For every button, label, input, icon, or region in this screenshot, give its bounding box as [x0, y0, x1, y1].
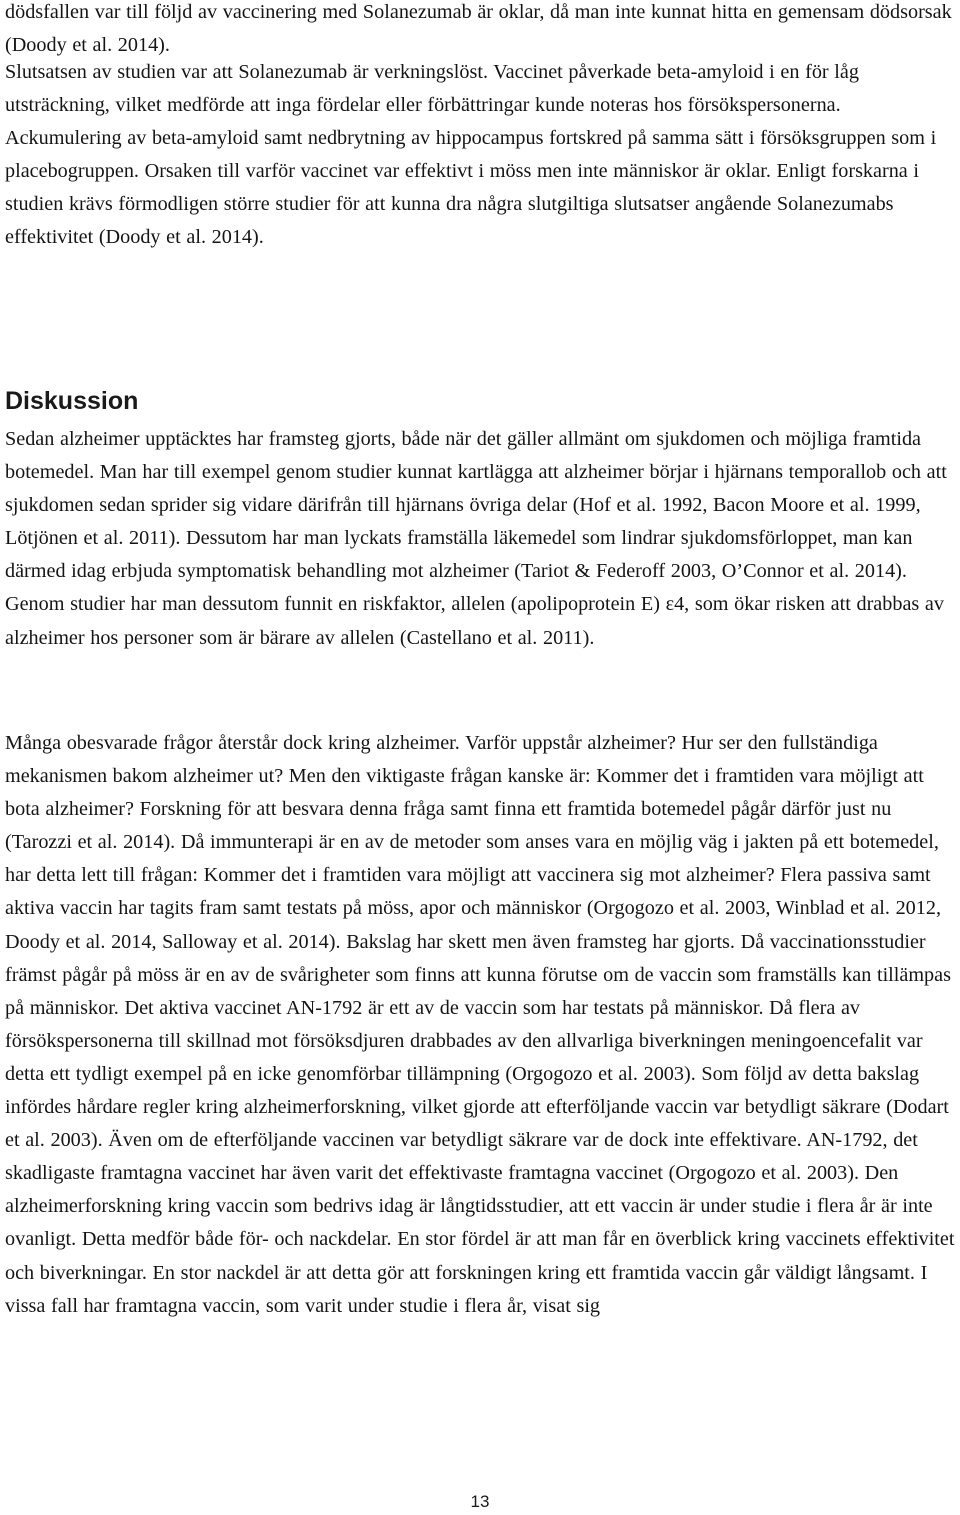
document-page [5, 0, 955, 1515]
paragraph-carry-over: dödsfallen var till följd av vaccinering med Solanezumab är oklar, då man inte kunnat hitta en gemensam dödsorsak (Doody et al. 2014). [5, 1, 952, 57]
page-number: 13 [470, 1492, 490, 1511]
paragraph-discussion-intro: Sedan alzheimer upptäcktes har framsteg gjorts, både när det gäller allmänt om sjukdomen och möjliga framtida botemedel. Man har till exempel genom studier kunnat kartlägga att alzheimer börjar i hjärnans temporallob och att sjukdomen sedan sprider sig vidare därifrån till hjärnans övriga delar (Hof et al. 1992, Bacon Moore et al. 1999, Lötjönen et al. 2011). Dessutom har man lyckats framställa läkemedel som lindrar sjukdomsförloppet, man kan därmed idag erbjuda symptomatisk behandling mot alzheimer (Tariot & Federoff 2003, O’Connor et al. 2014). Genom studier har man dessutom funnit en riskfaktor, allelen (apolipoprotein E) ε4, som ökar risken att drabbas av alzheimer hos personer som är bärare av allelen (Castellano et al. 2011). [5, 428, 947, 649]
section-heading-discussion: Diskussion [5, 387, 139, 415]
paragraph-study-conclusion: Slutsatsen av studien var att Solanezumab är verkningslöst. Vaccinet påverkade beta-amyloid i en för låg utsträckning, vilket medförde att inga fördelar eller förbättringar kunde noteras hos försökspersonerna. Ackumulering av beta-amyloid samt nedbrytning av hippocampus fortskred på samma sätt i försöksgruppen som i placebogruppen. Orsaken till varför vaccinet var effektivt i möss men inte människor är oklar. Enligt forskarna i studien krävs förmodligen större studier för att kunna dra några slutgiltiga slutsatser angående Solanezumabs effektivitet (Doody et al. 2014). [5, 61, 937, 249]
paragraph-discussion-questions: Många obesvarade frågor återstår dock kring alzheimer. Varför uppstår alzheimer? Hur ser den fullständiga mekanismen bakom alzheimer ut? Men den viktigaste frågan kanske är: Kommer det i framtiden vara möjligt att bota alzheimer? Forskning för att besvara denna fråga samt finna ett framtida botemedel pågår därför just nu (Tarozzi et al. 2014). Då immunterapi är en av de metoder som anses vara en möjlig väg i jakten på ett botemedel, har detta lett till frågan: Kommer det i framtiden vara möjligt att vaccinera sig mot alzheimer? Flera passiva samt aktiva vaccin har tagits fram samt testats på möss, apor och människor (Orgogozo et al. 2003, Winblad et al. 2012, Doody et al. 2014, Salloway et al. 2014). Bakslag har skett men även framsteg har gjorts. Då vaccinationsstudier främst pågår på möss är en av de svårigheter som finns att kunna förutse om de vaccin som framställs kan tillämpas på människor. Det aktiva vaccinet AN-1792 är ett av de vaccin som har testats på människor. Då flera av försökspersonerna till skillnad mot försöksdjuren drabbades av den allvarliga biverkningen meningoencefalit var detta ett tydligt exempel på en icke genomförbar tillämpning (Orgogozo et al. 2003). Som följd av detta bakslag infördes hårdare regler kring alzheimerforskning, vilket gjorde att efterföljande vaccin var betydligt säkrare (Dodart et al. 2003). Även om de efterföljande vaccinen var betydligt säkrare var de dock inte effektivare. AN-1792, det skadligaste framtagna vaccinet har även varit det effektivaste framtagna vaccinet (Orgogozo et al. 2003). Den alzheimerforskning kring vaccin som bedrivs idag är långtidsstudier, att ett vaccin är under studie i flera år är inte ovanligt. Detta medför både för- och nackdelar. En stor fördel är att man får en överblick kring vaccinets effektivitet och biverkningar. En stor nackdel är att detta gör att forskningen kring ett framtida vaccin går väldigt långsamt. I vissa fall har framtagna vaccin, som varit under studie i flera år, visat sig [5, 732, 955, 1317]
